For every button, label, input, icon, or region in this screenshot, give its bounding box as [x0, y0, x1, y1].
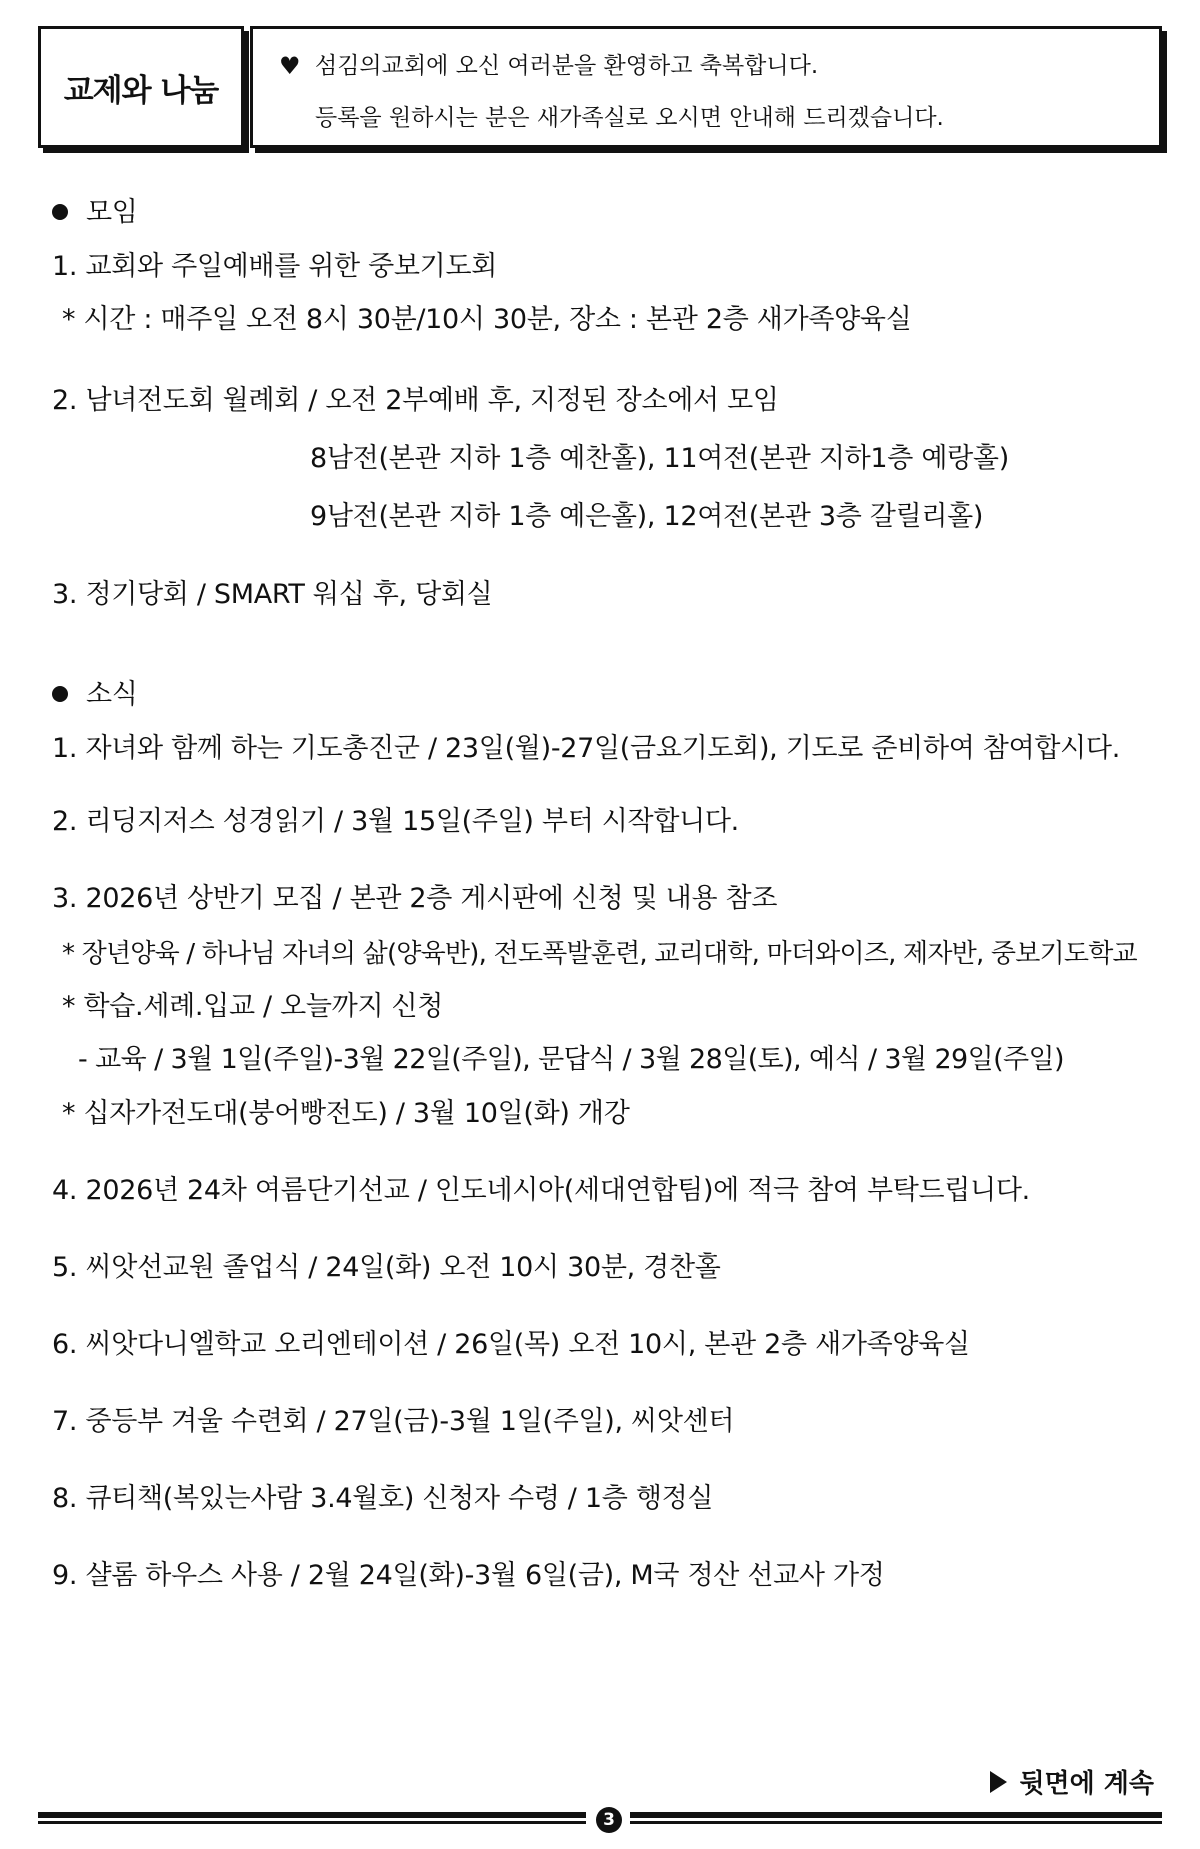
news-item: 2. 리딩지저스 성경읽기 / 3월 15일(주일) 부터 시작합니다.	[52, 806, 739, 837]
meeting-item: 3. 정기당회 / SMART 워십 후, 당회실	[52, 579, 493, 610]
heart-icon: ♥	[279, 52, 301, 80]
footer-rule-left	[38, 1812, 586, 1828]
bullet-icon	[52, 686, 68, 702]
news-item: 7. 중등부 겨울 수련회 / 27일(금)-3월 1일(주일), 씨앗센터	[52, 1406, 735, 1437]
news-item: 5. 씨앗선교원 졸업식 / 24일(화) 오전 10시 30분, 경찬홀	[52, 1252, 721, 1283]
news-item: * 장년양육 / 하나님 자녀의 삶(양육반), 전도폭발훈련, 교리대학, 마더와이즈, 제자반, 중보기도학교	[62, 939, 1137, 969]
continue-text: 뒷면에 계속	[1019, 1769, 1154, 1799]
news-item: - 교육 / 3월 1일(주일)-3월 22일(주일), 문답식 / 3월 28일(토), 예식 / 3월 29일(주일)	[78, 1044, 1064, 1075]
news-item: 3. 2026년 상반기 모집 / 본관 2층 게시판에 신청 및 내용 참조	[52, 883, 778, 914]
continue-note	[990, 1763, 1154, 1800]
meetings-heading-text: 모임	[86, 197, 138, 228]
welcome-line-2	[279, 103, 1159, 133]
page-number: 3	[596, 1807, 622, 1833]
welcome-box	[250, 26, 1162, 148]
welcome-line-1	[279, 51, 1159, 81]
welcome-text-2: 등록을 원하시는 분은 새가족실로 오시면 안내해 드리겠습니다.	[315, 105, 944, 131]
news-item: * 학습.세례.입교 / 오늘까지 신청	[62, 991, 444, 1022]
news-heading	[52, 678, 138, 712]
footer-rule-right	[630, 1812, 1162, 1828]
meeting-item: * 시간 : 매주일 오전 8시 30분/10시 30분, 장소 : 본관 2층 새가족양육실	[62, 304, 912, 335]
news-item: 6. 씨앗다니엘학교 오리엔테이션 / 26일(목) 오전 10시, 본관 2층 새가족양육실	[52, 1329, 970, 1360]
meeting-item: 8남전(본관 지하 1층 예찬홀), 11여전(본관 지하1층 예랑홀)	[310, 443, 1009, 474]
welcome-text-1: 섬김의교회에 오신 여러분을 환영하고 축복합니다.	[315, 53, 819, 79]
meeting-item: 2. 남녀전도회 월례회 / 오전 2부예배 후, 지정된 장소에서 모임	[52, 385, 779, 416]
news-item: * 십자가전도대(붕어빵전도) / 3월 10일(화) 개강	[62, 1098, 630, 1129]
section-title-box	[38, 26, 244, 148]
news-item: 8. 큐티책(복있는사람 3.4월호) 신청자 수령 / 1층 행정실	[52, 1483, 714, 1514]
news-item: 1. 자녀와 함께 하는 기도총진군 / 23일(월)-27일(금요기도회), 기도로 준비하여 참여합시다.	[52, 733, 1120, 764]
meetings-heading	[52, 196, 138, 230]
meeting-item: 9남전(본관 지하 1층 예은홀), 12여전(본관 3층 갈릴리홀)	[310, 501, 984, 532]
section-title: 교제와 나눔	[63, 72, 219, 109]
news-item: 4. 2026년 24차 여름단기선교 / 인도네시아(세대연합팀)에 적극 참여 부탁드립니다.	[52, 1175, 1030, 1206]
news-item: 9. 샬롬 하우스 사용 / 2월 24일(화)-3월 6일(금), M국 정산 선교사 가정	[52, 1560, 885, 1591]
meeting-item: 1. 교회와 주일예배를 위한 중보기도회	[52, 251, 498, 282]
play-arrow-icon	[990, 1771, 1007, 1793]
news-heading-text: 소식	[86, 679, 138, 710]
bullet-icon	[52, 204, 68, 220]
